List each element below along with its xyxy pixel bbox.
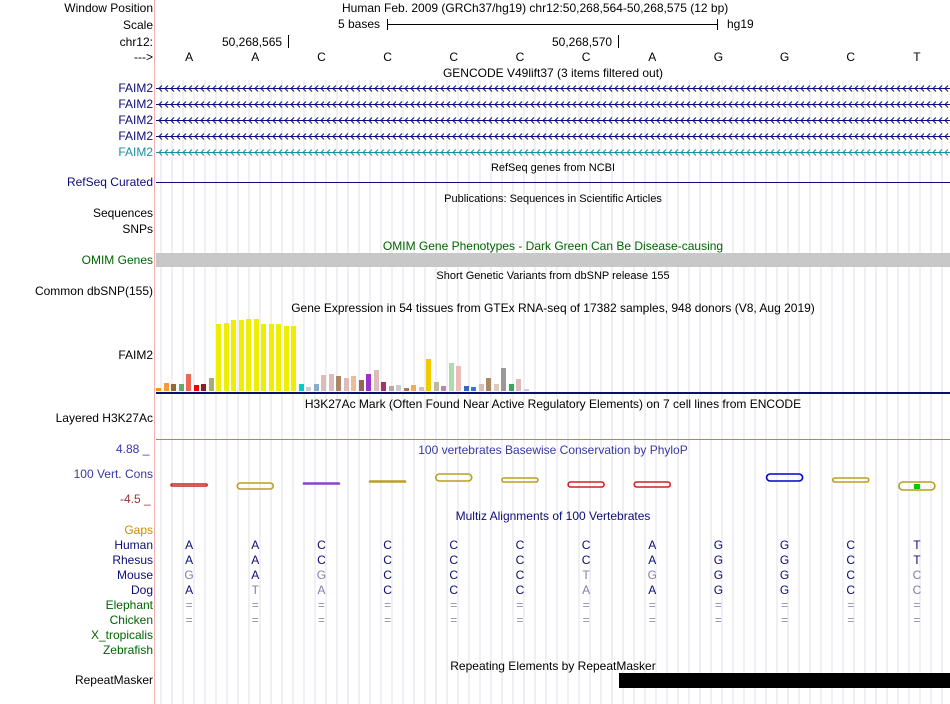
phylop-label[interactable]: 100 Vert. Cons [73,467,153,481]
species-label[interactable]: X_tropicalis [90,628,153,642]
gtex-tissue-bar[interactable] [194,385,199,391]
alignment-base: C [912,568,922,582]
h3k27-signal-line [156,439,950,440]
alignment-base: A [317,583,326,597]
gaps-label[interactable]: Gaps [124,523,153,537]
chrom-label: chr12: [119,35,153,49]
gtex-tissue-bar[interactable] [179,384,184,391]
gtex-tissue-bar[interactable] [486,378,491,391]
alignment-base: = [450,598,458,612]
dbsnp-label[interactable]: Common dbSNP(155) [34,284,153,298]
alignment-base: C [846,538,856,552]
gencode-item-label[interactable]: FAIM2 [118,97,153,111]
phylop-logo [303,483,339,484]
species-label[interactable]: Rhesus [112,553,153,567]
alignment-base: A [582,583,591,597]
alignment-base: = [317,613,325,627]
species-label[interactable]: Zebrafish [102,643,153,657]
phylop-logo [767,474,803,481]
gtex-tissue-bar[interactable] [381,382,386,391]
alignment-base: C [581,538,591,552]
alignment-base: C [317,538,326,552]
gtex-tissue-bar[interactable] [389,386,394,391]
h3k27-title: H3K27Ac Mark (Often Found Near Active Regulatory Elements) on 7 cell lines from ENCODE [304,397,802,411]
alignment-base: G [713,553,724,567]
alignment-base: G [779,583,790,597]
alignment-base: = [317,598,325,612]
gtex-chart[interactable] [155,316,950,391]
omim-gene-bar[interactable] [156,253,950,267]
alignment-base: A [648,583,657,597]
dbsnp-title: Short Genetic Variants from dbSNP release 155 [436,270,670,282]
gtex-tissue-bar[interactable] [261,324,266,391]
refseq-gene-line[interactable] [156,182,950,183]
gtex-tissue-bar[interactable] [201,384,206,391]
gtex-tissue-bar[interactable] [254,319,259,391]
species-label[interactable]: Elephant [105,598,153,612]
alignment-base: = [714,613,722,627]
gtex-tissue-bar[interactable] [426,359,431,391]
gtex-tissue-bar[interactable] [246,319,251,391]
gtex-tissue-bar[interactable] [269,324,274,391]
gtex-tissue-bar[interactable] [321,375,326,391]
alignment-base: = [913,598,921,612]
gtex-tissue-bar[interactable] [359,380,364,391]
gtex-tissue-bar[interactable] [344,378,349,391]
gencode-item-label[interactable]: FAIM2 [118,145,153,159]
gtex-tissue-bar[interactable] [216,324,221,391]
repeatmasker-bar[interactable] [619,673,950,688]
gtex-tissue-bar[interactable] [501,368,506,391]
h3k27-label[interactable]: Layered H3K27Ac [55,411,153,425]
alignment-base: C [846,568,856,582]
scale-bar [387,17,718,32]
alignment-base: G [779,538,790,552]
alignment-base: C [449,538,459,552]
alignment-base: A [185,538,194,552]
phylop-logo [914,484,920,489]
alignment-base: C [317,553,326,567]
alignment-base: = [648,598,656,612]
alignment-base: = [251,598,259,612]
alignment-base: = [251,613,259,627]
sequences-label[interactable]: Sequences [92,206,153,220]
omim-title: OMIM Gene Phenotypes - Dark Green Can Be Disease-causing [382,239,724,253]
gtex-tissue-bar[interactable] [291,326,296,391]
alignment-base: = [450,613,458,627]
alignment-base: = [847,598,855,612]
gtex-tissue-bar[interactable] [366,374,371,391]
gtex-tissue-bar[interactable] [209,378,214,391]
species-label[interactable]: Chicken [109,613,153,627]
base-letter: G [713,50,724,64]
alignment-base: = [516,613,524,627]
base-letter: A [648,50,657,64]
phylop-logos [155,470,950,494]
gtex-title: Gene Expression in 54 tissues from GTEx RNA-seq of 17382 samples, 948 donors (V8, Aug 2019) [291,301,815,315]
gtex-tissue-bar[interactable] [404,388,409,391]
gtex-tissue-bar[interactable] [464,386,469,391]
base-letter: C [581,50,591,64]
alignment-base: = [582,598,590,612]
scale-span: 5 bases [338,17,381,31]
gtex-tissue-bar[interactable] [299,384,304,391]
alignment-base: T [582,568,590,582]
gtex-tissue-bar[interactable] [231,320,236,391]
gtex-tissue-bar[interactable] [284,326,289,391]
base-letter: C [317,50,326,64]
phylop-title: 100 vertebrates Basewise Conservation by PhyloP [418,443,688,457]
alignment-base: G [184,568,194,582]
alignment-base: = [516,598,524,612]
species-label[interactable]: Human [114,538,153,552]
position-2: 50,268,570 [552,35,613,49]
alignment-base: A [251,568,260,582]
alignment-base: = [847,613,855,627]
gtex-tissue-bar[interactable] [494,384,499,391]
alignment-base: A [185,583,194,597]
base-letter: C [383,50,392,64]
gtex-tissue-bar[interactable] [509,384,514,391]
phylop-max: 4.88 _ [116,442,150,456]
base-letter: A [185,50,194,64]
phylop-logo-svg [155,470,950,494]
gtex-tissue-bar[interactable] [516,379,521,391]
alignment-base: A [185,553,194,567]
gencode-item-label[interactable]: FAIM2 [118,81,153,95]
window-position-label: Window Position [64,1,153,15]
scale-assembly: hg19 [727,17,754,31]
base-letter: T [913,50,921,64]
alignment-base: = [648,613,656,627]
position-2-tick [618,35,619,48]
gencode-item-label[interactable]: FAIM2 [118,113,153,127]
gtex-tissue-bar[interactable] [524,389,529,391]
alignment-base: C [581,553,591,567]
gtex-tissue-bar[interactable] [449,363,454,391]
position-1-tick [288,35,289,48]
gtex-tissue-bar[interactable] [374,370,379,391]
alignment-base: C [515,538,525,552]
alignment-base: C [383,538,392,552]
alignment-base: G [713,538,724,552]
window-position-value: Human Feb. 2009 (GRCh37/hg19) chr12:50,268,564-50,268,575 (12 bp) [342,1,729,15]
strand-label: ---> [134,50,153,64]
alignment-base: C [515,583,525,597]
alignment-base: C [515,553,525,567]
refseq-title: RefSeq genes from NCBI [490,162,616,174]
alignment-base: G [647,568,657,582]
alignment-base: G [779,568,790,582]
gtex-tissue-bar[interactable] [306,387,311,391]
gtex-tissue-bar[interactable] [396,385,401,391]
repeat-label[interactable]: RepeatMasker [74,673,153,687]
alignment-base: C [515,568,525,582]
alignment-base: G [713,583,724,597]
gencode-transcript-line[interactable] [156,83,950,94]
phylop-logo [370,481,406,482]
alignment-base: C [449,553,459,567]
alignment-base: G [779,553,790,567]
gencode-transcript-line[interactable] [156,147,950,158]
alignment-base: C [846,583,856,597]
scale-label: Scale [122,18,153,32]
phylop-logo [436,474,472,481]
gtex-tissue-bar[interactable] [441,386,446,391]
alignment-base: = [384,613,392,627]
gencode-transcript-line[interactable] [156,131,950,142]
gtex-tissue-bar[interactable] [329,374,334,391]
base-letter: C [449,50,459,64]
gtex-tissue-bar[interactable] [239,320,244,391]
gtex-tissue-bar[interactable] [479,384,484,391]
refseq-label[interactable]: RefSeq Curated [66,175,153,189]
gencode-transcript-line[interactable] [156,99,950,110]
repeat-title: Repeating Elements by RepeatMasker [450,659,656,673]
alignment-base: C [383,568,392,582]
alignment-base: A [648,553,657,567]
gencode-transcript-line[interactable] [156,115,950,126]
position-1: 50,268,565 [222,35,283,49]
alignment-base: = [714,598,722,612]
gtex-tissue-bar[interactable] [186,374,191,391]
alignment-base: = [384,598,392,612]
alignment-base: A [251,553,260,567]
gtex-tissue-bar[interactable] [171,384,176,391]
phylop-logo [634,482,670,487]
gtex-tissue-bar[interactable] [164,383,169,391]
alignment-base: = [781,598,789,612]
alignment-base: T [251,583,259,597]
alignment-base: = [781,613,789,627]
base-letter: G [779,50,790,64]
alignment-base: G [713,568,724,582]
phylop-logo [171,484,207,486]
gtex-tissue-bar[interactable] [336,376,341,391]
alignment-base: C [449,583,459,597]
snps-label[interactable]: SNPs [122,222,153,236]
alignment-base: C [912,583,922,597]
alignment-base: C [846,553,856,567]
gtex-tissue-bar[interactable] [456,366,461,391]
alignment-base: T [913,553,921,567]
gtex-tissue-bar[interactable] [351,376,356,391]
species-label[interactable]: Mouse [116,568,153,582]
phylop-logo [568,482,604,487]
base-letter: C [515,50,525,64]
phylop-logo [237,483,273,489]
gencode-title: GENCODE V49lift37 (3 items filtered out) [442,66,664,80]
gtex-tissue-bar[interactable] [156,388,161,391]
phylop-logo [833,478,869,482]
omim-label[interactable]: OMIM Genes [81,253,153,267]
gtex-tissue-bar[interactable] [411,385,416,391]
phylop-min: -4.5 _ [120,492,151,506]
alignment-base: = [185,598,193,612]
phylop-logo [502,478,538,482]
multiz-title: Multiz Alignments of 100 Vertebrates [455,509,651,523]
gencode-item-label[interactable]: FAIM2 [118,129,153,143]
base-letter: C [846,50,856,64]
alignment-base: A [648,538,657,552]
alignment-base: T [913,538,921,552]
gtex-gene-line [156,392,950,394]
alignment-base: G [316,568,327,582]
alignment-base: = [185,613,193,627]
alignment-base: = [913,613,921,627]
gtex-tissue-bar[interactable] [434,382,439,391]
alignment-base: C [383,583,392,597]
gtex-tissue-bar[interactable] [419,387,424,391]
gtex-tissue-bar[interactable] [224,323,229,391]
alignment-base: = [582,613,590,627]
gtex-label[interactable]: FAIM2 [118,348,153,362]
alignment-base: C [449,568,459,582]
base-letter: A [251,50,260,64]
pubs-title: Publications: Sequences in Scientific Articles [444,193,662,205]
species-label[interactable]: Dog [130,583,153,597]
gtex-tissue-bar[interactable] [471,387,476,391]
gtex-tissue-bar[interactable] [276,324,281,391]
gtex-tissue-bar[interactable] [314,384,319,391]
alignment-base: C [383,553,392,567]
alignment-base: A [251,538,260,552]
